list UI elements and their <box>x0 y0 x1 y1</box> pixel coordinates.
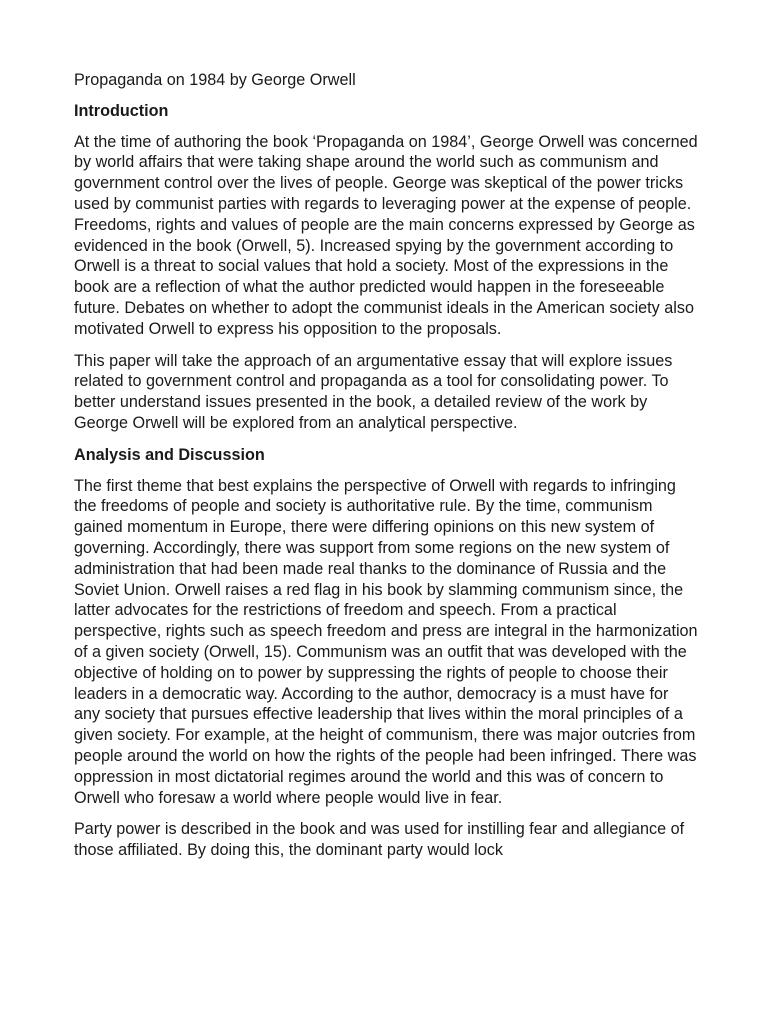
introduction-paragraph-1: At the time of authoring the book ‘Propaganda on 1984’, George Orwell was concerned by world affairs that were taking shape around the world such as communism and government control over the lives of people. George was skeptical of the power tricks used by communist parties with regards to leveraging power at the expense of people. Freedoms, rights and values of people are the main concerns expressed by George as evidenced in the book (Orwell, 5). Increased spying by the government according to Orwell is a threat to social values that hold a society. Most of the expressions in the book are a reflection of what the author predicted would happen in the foreseeable future. Debates on whether to adopt the communist ideals in the American society also motivated Orwell to express his opposition to the proposals. <box>74 132 698 338</box>
introduction-heading: Introduction <box>74 101 169 120</box>
analysis-paragraph-2: Party power is described in the book and was used for instilling fear and allegiance of those affiliated. By doing this, the dominant party would lock <box>74 820 685 860</box>
introduction-paragraph-2: This paper will take the approach of an argumentative essay that will explore issues related to government control and propaganda as a tool for consolidating power. To better understand issues presented in the book, a detailed review of the work by George Orwell will be explored from an analytical perspective. <box>74 351 673 432</box>
document-title: Propaganda on 1984 by George Orwell <box>74 71 356 89</box>
analysis-paragraph-1: The first theme that best explains the perspective of Orwell with regards to infringing the freedoms of people and society is authoritative rule. By the time, communism gained momentum in Europe, there were differing opinions on this new system of governing. Accordingly, there was support from some regions on the new system of administration that had been made real thanks to the dominance of Russia and the Soviet Union. Orwell raises a red flag in his book by slamming communism since, the latter advocates for the restrictions of freedom and speech. From a practical perspective, rights such as speech freedom and press are integral in the harmonization of a given society (Orwell, 15). Communism was an outfit that was developed with the objective of holding on to power by suppressing the rights of people to choose their leaders in a democratic way. According to the author, democracy is a must have for any society that pursues effective leadership that lives within the moral principles of a given society. For example, at the height of communism, there was major outcries from people around the world on how the rights of the people had been infringed. There was oppression in most dictatorial regimes around the world and this was of concern to Orwell who foresaw a world where people would live in fear. <box>74 476 698 807</box>
analysis-heading: Analysis and Discussion <box>74 445 265 464</box>
document-body <box>74 70 699 872</box>
